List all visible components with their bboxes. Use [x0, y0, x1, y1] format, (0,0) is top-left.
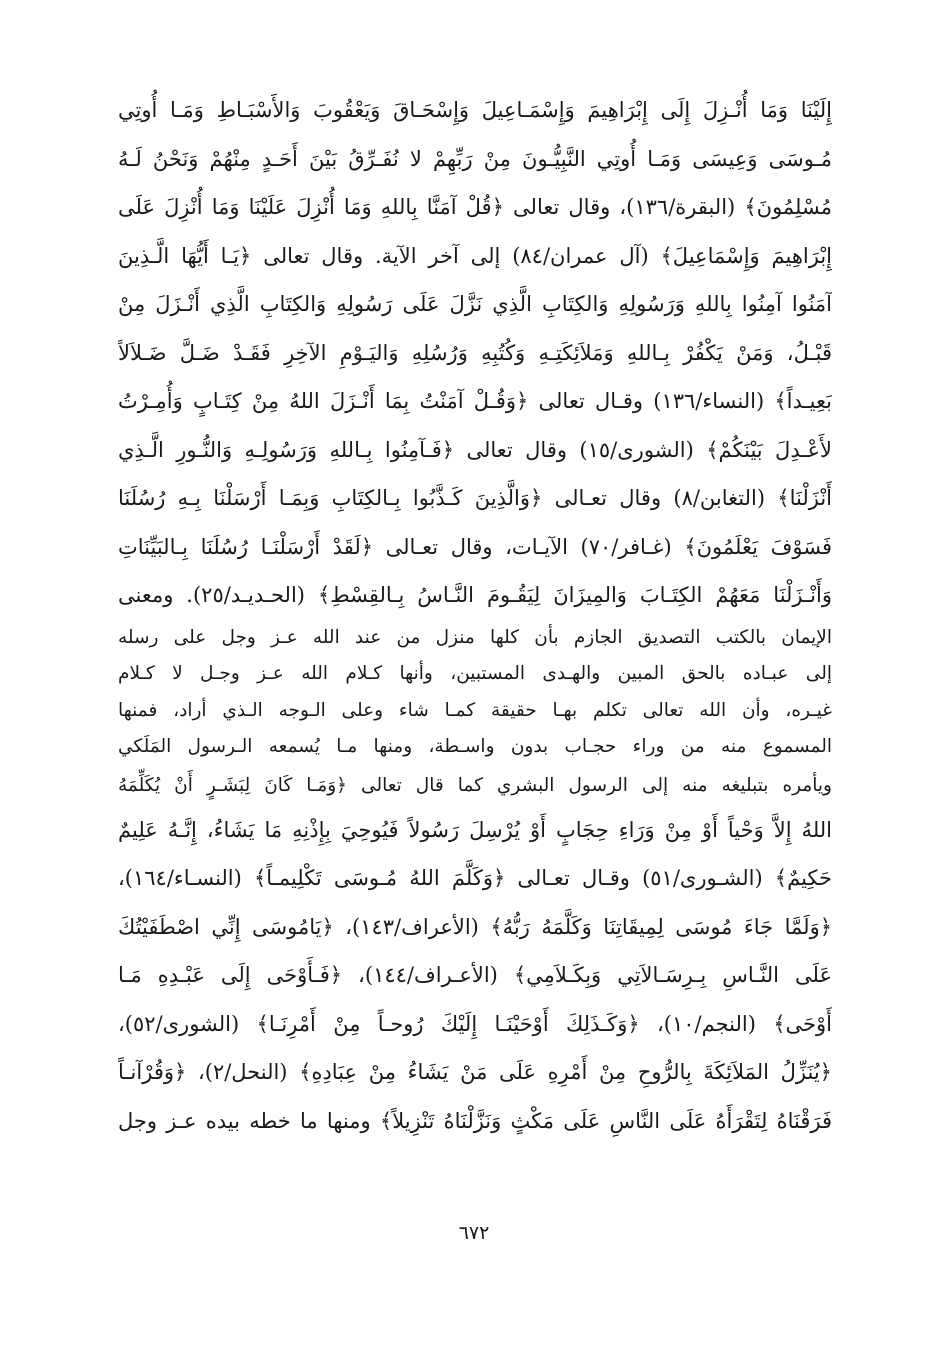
text-line: بَعِيـداً﴾ (النساء/١٣٦) وقـال تعالى ﴿وَقُـلْ آمَنْتُ بِمَا أَنْـزَلَ اللهُ مِنْ كِتَـابٍ وَأُمِـرْتُ	[118, 389, 832, 413]
text-line: ﴿وَلَمَّا جَاءَ مُوسَى لِمِيقَاتِنَا وَكَلَّمَهُ رَبُّهُ﴾ (الأعراف/١٤٣)، ﴿يَامُوسَى إِنِّي اصْطَفَيْتُكَ	[118, 914, 832, 939]
text-line: اللهُ إِلاَّ وَحْياً أَوْ مِنْ وَرَاءِ حِجَابٍ أَوْ يُرْسِلَ رَسُولاً فَيُوحِيَ بِإِذْنِهِ مَا يَشَاءُ، إِنَّـهُ عَلِيمٌ	[118, 817, 832, 842]
page-number: ٦٧٢	[458, 1222, 490, 1244]
text-line: إِلَيْنَا وَمَا أُنْـزِلَ إِلَى إِبْرَاهِيمَ وَإِسْمَـاعِيلَ وَإِسْحَـاقَ وَيَعْقُوبَ وَالأَسْبَـاطِ وَمَـا أُوتِي	[118, 98, 832, 122]
body-text	[118, 86, 832, 1145]
text-line: الإيمان بالكتب التصديق الجازم بأن كلها منزل من عند الله عـز وجل على رسله	[118, 626, 832, 648]
text-line: ﴿يُنَزِّلُ المَلاَئِكَةَ بِالرُّوحِ مِنْ أَمْرِهِ عَلَى مَنْ يَشَاءُ مِنْ عِبَادِهِ﴾ (النحل/٢)، ﴿وَقُرْآنـاً	[118, 1060, 832, 1084]
text-line: فَرَقْنَاهُ لِتَقْرَأَهُ عَلَى النَّاسِ عَلَى مَكْثٍ وَنَزَّلْنَاهُ تَنْزِيلاً﴾ ومنها ما خطه بيده عـز وجل	[118, 1108, 832, 1133]
text-line: وَأَنْـزَلْنَا مَعَهُمْ الكِتَـابَ وَالمِيزَانَ لِيَقُـومَ النَّـاسُ بِـالقِسْطِ﴾ (الحـديـد/٢٥). ومعنى	[118, 583, 832, 607]
text-line: أَوْحَى﴾ (النجم/١٠)، ﴿وَكَـذَلِكَ أَوْحَيْنَـا إِلَيْكَ رُوحـاً مِنْ أَمْرِنَـا﴾ (الشورى/٥٢)،	[118, 1011, 832, 1036]
text-line: أَنْزَلْنَا﴾ (التغابن/٨) وقال تعـالى ﴿وَالَّذِينَ كَـذَّبُوا بِـالكِتَابِ وَبِمَـا أَرْسَلْنَا بِـهِ رُسُلَنَا	[118, 486, 832, 510]
text-line: فَسَوْفَ يَعْلَمُونَ﴾ (غـافر/٧٠) الآيـات، وقال تعـالى ﴿لَقَدْ أَرْسَلْنَـا رُسُلَنَا بِـالبَيِّنَاتِ	[118, 534, 832, 559]
text-line: عَلَى النَّـاسِ بِـرِسَـالاَتِي وَبِكَـلاَمِي﴾ (الأعـراف/١٤٤)، ﴿فَـأَوْحَى إِلَى عَبْـدِهِ مَـا	[118, 963, 832, 987]
text-line: لأَعْـدِلَ بَيْنَكُمْ﴾ (الشورى/١٥) وقال تعالى ﴿فَـآمِنُوا بِـاللهِ وَرَسُولِـهِ وَالنُّـورِ الَّـذِي	[118, 437, 832, 462]
text-line: ويأمره بتبليغه منه إلى الرسول البشري كما قال تعالى ﴿وَمَـا كَانَ لِبَشَـرٍ أَنْ يُكَلِّمَهُ	[118, 774, 832, 796]
text-line: آمَنُوا آمِنُوا بِاللهِ وَرَسُولِهِ وَالكِتَابِ الَّذِي نَزَّلَ عَلَى رَسُولِهِ وَالكِتَابِ الَّذِي أَنْـزَلَ مِنْ	[118, 292, 832, 316]
text-line: مُسْلِمُونَ﴾ (البقرة/١٣٦)، وقال تعالى ﴿قُلْ آمَنَّا بِاللهِ وَمَا أُنْزِلَ عَلَيْنَا وَمَا أُنْزِلَ عَلَى	[118, 195, 832, 219]
text-line: غيـره، وأن الله تعالى تكلم بهـا حقيقة كمـا شاء وعلى الـوجه الـذي أراد، فمنها	[118, 699, 832, 721]
text-line: إلى عبـاده بالحق المبين والهـدى المستبين، وأنها كـلام الله عـز وجـل لا كـلام	[118, 663, 832, 684]
text-line: حَكِيمٌ﴾ (الشـورى/٥١) وقـال تعـالى ﴿وَكَلَّمَ اللهُ مُـوسَى تَكْلِيمـاً﴾ (النسـاء/١٦٤)،	[118, 866, 832, 890]
text-line: المسموع منه من وراء حجـاب بدون واسـطة، ومنها مـا يُسمعه الـرسول المَلَكي	[118, 736, 832, 757]
text-line: مُـوسَى وَعِيسَى وَمَـا أُوتِي النَّبِيُّـونَ مِنْ رَبِّهِمْ لا نُفَـرِّقُ بَيْنَ أَحَـدٍ مِنْهُمْ وَنَحْنُ لَـهُ	[118, 146, 832, 171]
text-line: قَبْـلُ، وَمَنْ يَكْفُرْ بِـاللهِ وَمَلاَئِكَتِـهِ وَكُتُبِهِ وَرُسُلِهِ وَاليَـوْمِ الآخِرِ فَقَـدْ ضَـلَّ ضَـلاَلاً	[118, 340, 832, 365]
text-line: إِبْرَاهِيمَ وَإِسْمَاعِيلَ﴾ (آل عمران/٨٤) إلى آخر الآية. وقال تعالى ﴿يَـا أَيُّهَا الَّـذِينَ	[118, 243, 832, 268]
